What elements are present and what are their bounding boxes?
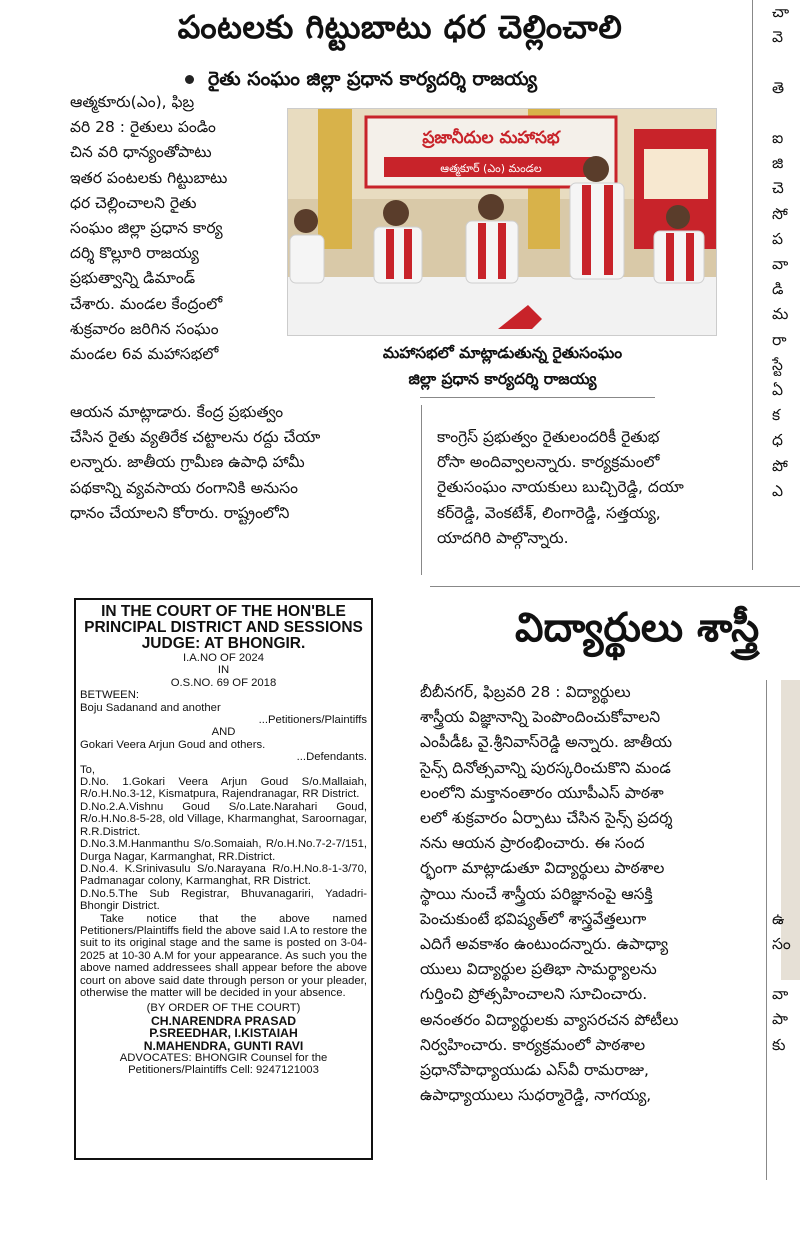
article-text-line: ఇతర పంటలకు గిట్టుబాటు <box>70 168 228 187</box>
fragment-text-line <box>772 856 800 881</box>
article2-headline: విద్యార్థులు శాస్త్రీ <box>515 605 760 651</box>
article-text-line: సంఘం జిల్లా ప్రధాన కార్య <box>70 219 223 238</box>
article-text-line: ధర చెల్లించాలని రైతు <box>70 193 197 212</box>
article-text-line: రైతుసంఘం నాయకులు బుచ్చిరెడ్డి, దయా <box>437 478 684 497</box>
article-text-line: నిర్వహించారు. కార్యక్రమంలో పాఠశాల <box>420 1035 646 1054</box>
fragment-text-line: పో <box>772 456 788 475</box>
right-column-fragment <box>772 0 800 504</box>
article-text-line: శుక్రవారం జరిగిన సంఘం <box>70 319 219 338</box>
fragment-text-line: డి <box>772 280 784 299</box>
fragment-text-line: కు <box>772 1035 786 1054</box>
article-text-line: సైన్స్ దినోత్సవాన్ని పురస్కరించుకొని మండ <box>420 758 671 777</box>
address-entry: D.No. 1.Gokari Veera Arjun Goud S/o.Mallaiah, R/o.H.No.3-12, Kismatpura, Rajendranagar, RR District. <box>80 776 367 801</box>
fragment-text-line <box>772 705 800 730</box>
fragment-text-line <box>772 756 800 781</box>
article-text-line: లన్నారు. జాతీయ గ్రామీణ ఉపాధి హామీ <box>70 453 305 472</box>
court-title-line: JUDGE: AT BHONGIR. <box>141 635 306 652</box>
address-entry: D.No.5.The Sub Registrar, Bhuvanagariri, Yadadri-Bhongir District. <box>80 887 367 913</box>
article-text-line: ఆత్మకూరు(ఎం), ఫిబ్ర <box>70 93 195 111</box>
fragment-text-line: వా <box>772 985 789 1004</box>
fragment-text-line: జి <box>772 154 784 173</box>
caption-divider <box>420 397 655 398</box>
fragment-text-line <box>772 680 800 705</box>
defendant-name: Gokari Veera Arjun Goud and others. <box>80 738 266 751</box>
fragment-text-line <box>772 806 800 831</box>
article-text-line: ప్రభుత్వాన్ని డిమాండ్ <box>70 269 196 288</box>
court-title-line: IN THE COURT OF THE HON'BLE <box>101 603 346 620</box>
article1-photo <box>287 108 717 336</box>
fragment-text-line: ఎ <box>772 481 784 500</box>
defendant-role: ...Defendants. <box>296 751 367 764</box>
article-text-line: దర్శి కొల్లూరి రాజయ్య <box>70 244 199 263</box>
article-text-line: ప్రధానోపాధ్యాయుడు ఎస్‌వీ రామరాజు, <box>420 1061 649 1080</box>
advocate-line: CH.NARENDRA PRASAD <box>150 1013 297 1028</box>
article-text-line: గుర్తించి ప్రోత్సహించాలని సూచించారు. <box>420 985 648 1004</box>
fragment-text-line: మ <box>772 305 789 324</box>
address-entry: D.No.2.A.Vishnu Goud S/o.Late.Narahari Goud, R/o.H.No.8-5-28, old Village, Kharmanghat, Saroornagar, R.R.District. <box>80 800 367 838</box>
advocate-line: P.SREEDHAR, I.KISTAIAH <box>149 1026 298 1041</box>
article-text-line: శాస్త్రీయ విజ్ఞానాన్ని పెంపొందించుకోవాలని <box>420 708 661 727</box>
address-entry: D.No.4. K.Srinivasulu S/o.Narayana R/o.H.No.8-1-3/70, Padmanagar colony, Karmanghat, RR District. <box>80 862 367 888</box>
article1-headline: పంటలకు గిట్టుబాటు ధర చెల్లించాలి <box>177 8 623 46</box>
court-order-line: (BY ORDER OF THE COURT) <box>146 1002 301 1015</box>
fragment-text-line: ఐ <box>772 128 784 147</box>
court-notice <box>74 598 373 1160</box>
article-text-line: పెంచుకుంటే భవిష్యత్‌లో శాస్త్రవేత్తలుగా <box>420 909 647 928</box>
article-text-line: ర్భంగా మాట్లాడుతూ విద్యార్థులు పాఠశాల <box>420 859 665 878</box>
article-text-line: స్థాయి నుంచే శాస్త్రీయ పరిజ్ఞానంపై ఆసక్తి <box>420 884 653 903</box>
fragment-text-line: సో <box>772 204 788 223</box>
article-text-line: వరి 28 : రైతులు పండిం <box>70 118 216 137</box>
article2-divider <box>766 680 767 1180</box>
article-text-line: యాదగిరి పాల్గొన్నారు. <box>437 528 569 547</box>
article-text-line: బీబీనగర్, ఫిబ్రవరి 28 : విద్యార్థులు <box>420 683 631 701</box>
fragment-text-line: ధ <box>772 431 783 450</box>
court-title-line: PRINCIPAL DISTRICT AND SESSIONS <box>84 619 363 636</box>
article-text-line: పథకాన్ని వ్యవసాయ రంగానికి అనుసం <box>70 478 298 497</box>
fragment-text-line <box>772 101 800 126</box>
fragment-text-line: స్టే <box>772 355 783 374</box>
fragment-text-line: సం <box>772 934 791 953</box>
fragment-text-line <box>772 882 800 907</box>
in-label: IN <box>217 664 230 677</box>
fragment-text-line: తె <box>772 78 785 97</box>
photo-caption-line: జిల్లా ప్రధాన కార్యదర్శి రాజయ్య <box>408 370 597 388</box>
fragment-text-line: ఏ <box>772 381 784 400</box>
article-text-line: లంలోని మక్తానంతారం యూపీఎస్ పాఠశా <box>420 783 664 802</box>
article-text-line: యులు విద్యార్థుల ప్రతిభా సామర్థ్యాలను <box>420 960 657 979</box>
article1-column1 <box>70 90 280 367</box>
fragment-text-line: రా <box>772 330 787 349</box>
article-text-line: కాంగ్రెస్ ప్రభుత్వం రైతులందరికీ రైతుభ <box>437 428 660 446</box>
article-text-line: చిన వరి ధాన్యంతోపాటు <box>70 143 212 162</box>
fragment-text-line: చె <box>772 179 784 198</box>
article1-column2 <box>437 425 737 551</box>
column-divider <box>421 405 422 575</box>
fragment-text-line: క <box>772 406 781 425</box>
article2-column <box>420 680 756 1108</box>
article-text-line: ఉపాధ్యాయులు సుధర్మారెడ్డి, నాగయ్య, <box>420 1086 652 1105</box>
fragment-text-line <box>772 781 800 806</box>
subheadline-text: రైతు సంఘం జిల్లా ప్రధాన కార్యదర్శి రాజయ్య <box>208 68 538 90</box>
photo-caption <box>300 340 705 392</box>
fragment-text-line: వె <box>772 28 784 47</box>
advocates-footer: ADVOCATES: BHONGIR Counsel for the Petitioners/Plaintiffs Cell: 9247121003 <box>119 1052 328 1077</box>
notice-body: Take notice that the above named Petitioners/Plaintiffs field the above said I.A to restore the suit to its original stage and the same is posted on 3-04-2025 at 10-30 A.M for your appearance. As such you the above named addressees shall appear before the above court on above said date through person or your pleader, otherwise the matter will be decided in your absence. <box>80 912 367 999</box>
between-label: BETWEEN: <box>80 689 139 702</box>
fragment-text-line <box>772 831 800 856</box>
article-text-line: చేశారు. మండల కేంద్రంలో <box>70 294 223 313</box>
ia-number: I.A.NO OF 2024 <box>183 652 264 664</box>
fragment-text-line <box>772 730 800 755</box>
article-text-line: నను ఆయన ప్రారంభించారు. ఈ సంద <box>420 834 645 853</box>
article-text-line: ధానం చేయాలని కోరారు. రాష్ట్రంలోని <box>70 503 290 522</box>
section-divider <box>430 586 800 587</box>
fragment-text-line: పా <box>772 1010 788 1029</box>
article2-right-fragment <box>772 680 800 1058</box>
article-text-line: కర్‌రెడ్డి, వెంకటేశ్, లింగారెడ్డి, సత్తయ్య, <box>437 503 661 522</box>
fragment-text-line: ఉ <box>772 909 785 928</box>
fragment-text-line <box>772 50 800 75</box>
bullet-icon <box>185 75 194 84</box>
photo-banner-subtext: ఆత్మకూర్ (ఎం) మండల <box>440 162 542 175</box>
fragment-text-line: చా <box>772 3 790 21</box>
article-text-line: అనంతరం విద్యార్థులకు వ్యాసరచన పోటీలు <box>420 1010 679 1029</box>
address-entry: D.No.3.M.Hanmanthu S/o.Somaiah, R/o.H.No.7-2-7/151, Durga Nagar, Karmanghat, RR.District. <box>80 838 367 863</box>
article-text-line: మండల 6వ మహాసభలో <box>70 345 219 364</box>
article-text-line: ఎదిగే అవకాశం ఉంటుందన్నారు. ఉపాధ్యా <box>420 935 669 954</box>
article-text-line: లలో శుక్రవారం ఏర్పాటు చేసిన సైన్స్ ప్రదర్శ <box>420 809 673 828</box>
photo-caption-line: మహాసభలో మాట్లాడుతున్న రైతుసంఘం <box>382 344 623 362</box>
article-text-line: ఆయన మాట్లాడారు. కేంద్ర ప్రభుత్వం <box>70 403 284 421</box>
and-label: AND <box>211 726 236 739</box>
os-number: O.S.NO. 69 OF 2018 <box>170 676 277 689</box>
fragment-text-line: ప <box>772 229 784 248</box>
article1-column1-continued <box>70 400 410 526</box>
fragment-text-line: వా <box>772 255 789 273</box>
plaintiff-name: Boju Sadanand and another <box>80 701 221 714</box>
article-text-line: రోసా అందివ్వాలన్నారు. కార్యక్రమంలో <box>437 453 660 472</box>
article-text-line: చేసిన రైతు వ్యతిరేక చట్టాలను రద్దు చేయా <box>70 428 321 447</box>
court-notice-title <box>76 604 371 652</box>
advocate-line: N.MAHENDRA, GUNTI RAVI <box>143 1038 304 1053</box>
page-column-divider <box>752 0 753 570</box>
photo-banner-text: ప్రజానీదుల మహాసభ <box>422 128 560 148</box>
plaintiff-role: ...Petitioners/Plaintiffs <box>258 714 367 727</box>
fragment-text-line <box>772 957 800 982</box>
article-text-line: ఎంపీడీఓ వై.శ్రీనివాస్‌రెడ్డి అన్నారు. జాతీయ <box>420 733 673 752</box>
to-label: To, <box>80 763 96 776</box>
